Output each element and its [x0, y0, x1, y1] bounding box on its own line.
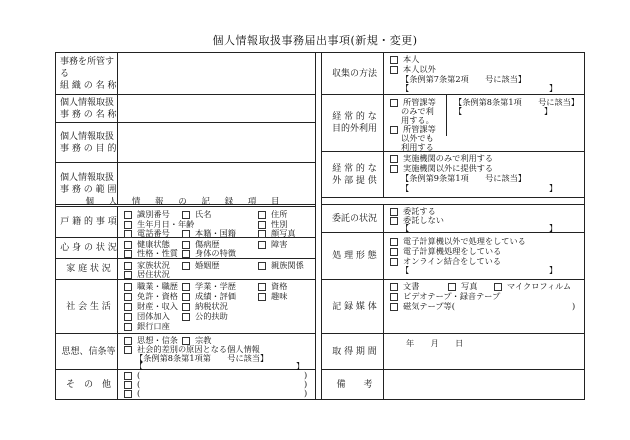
belief-clause: 【条例第8条第1項第 号に該当】 — [135, 353, 269, 363]
period-field[interactable]: 年 月 日 — [406, 338, 464, 348]
social-chk-3[interactable] — [124, 293, 132, 301]
social-chk-7[interactable] — [182, 303, 190, 311]
social-chk-1[interactable] — [182, 283, 190, 291]
process-chk-2[interactable] — [390, 258, 398, 266]
family-label: 戸 籍 的 事 項 — [56, 207, 118, 237]
home-row — [56, 259, 315, 280]
external-row — [322, 152, 585, 198]
process-items: 電子計算機以外で処理をしている 電子計算機処理をしている オンライン結合をしている 【 】 — [384, 233, 585, 279]
consign-items: 委託する 委託しない 【 】 — [384, 205, 585, 232]
social-chk-10[interactable] — [124, 323, 132, 331]
home-label: 家 庭 状 況 — [56, 259, 118, 279]
belief-label: 思想、信条等 — [56, 334, 118, 369]
mind-row — [56, 238, 315, 259]
home-chk-2[interactable] — [258, 262, 266, 270]
consign-bracket-open[interactable]: 【 — [401, 223, 410, 233]
remarks-field[interactable] — [384, 370, 585, 399]
mind-items: 健康状態 傷病歴 障害 性格・性質 身体の特徴 — [118, 238, 315, 258]
belief-bracket-open[interactable]: 【 — [135, 361, 144, 371]
scope-label: 個人情報取扱 事 務 の 範 囲 — [56, 163, 118, 204]
external-items: 実施機関のみで利用する 実施機関以外に提供する 【条例第9条第1項 号に該当】 【 】 — [384, 152, 585, 197]
social-chk-8[interactable] — [124, 313, 132, 321]
consign-chk-1[interactable] — [390, 217, 398, 225]
office-row — [56, 53, 315, 95]
social-chk-4[interactable] — [182, 293, 190, 301]
family-chk-7[interactable] — [258, 230, 266, 238]
collect-chk-1[interactable] — [390, 66, 398, 74]
family-row — [56, 207, 315, 238]
media-label: 記 録 媒 体 — [322, 280, 384, 333]
belief-chk-2[interactable] — [124, 346, 132, 354]
purpose-out-items: 所管課等 のみで利 用する。 所管課等 以外でも 利用する 【条例第8条第1項 号に該当】 【 】 — [384, 95, 585, 151]
home-items: 家族状況 婚姻歴 親族関係 居住状況 — [118, 259, 315, 279]
belief-bracket-close: 】 — [296, 361, 305, 371]
purpose-out-bracket-open[interactable]: 【 — [454, 106, 463, 116]
purpose-out-label: 経 常 的 な 目的外利用 — [322, 95, 384, 151]
family-chk-2[interactable] — [258, 211, 266, 219]
media-chk-3[interactable] — [390, 293, 398, 301]
social-chk-5[interactable] — [258, 293, 266, 301]
other-label: そ の 他 — [56, 370, 118, 399]
office-field[interactable] — [118, 53, 315, 94]
social-chk-2[interactable] — [258, 283, 266, 291]
other-items: ( ) ( ) ( ) — [118, 370, 315, 399]
family-chk-6[interactable] — [182, 230, 190, 238]
mind-label: 心 身 の 状 況 — [56, 238, 118, 258]
process-bracket-open[interactable]: 【 — [401, 265, 410, 275]
process-chk-1[interactable] — [390, 248, 398, 256]
social-row — [56, 280, 315, 334]
media-chk-4[interactable] — [390, 303, 398, 311]
home-chk-3[interactable] — [124, 271, 132, 279]
record-header: 個 人 情 報 の 記 録 項 目 — [56, 197, 315, 207]
process-row — [322, 233, 585, 280]
purpose-row — [56, 123, 315, 163]
mind-chk-4[interactable] — [182, 250, 190, 258]
remarks-label: 備 考 — [322, 370, 384, 399]
mind-chk-3[interactable] — [124, 250, 132, 258]
social-items: 職業・職歴 学業・学歴 資格 免許・資格 成績・評価 趣味 財産・収入 納税状況 団体加入 公的扶助 銀行口座 — [118, 280, 315, 333]
affair-name-label: 個人情報取扱 事 務 の 名 称 — [56, 95, 118, 122]
purpose-out-chk-0[interactable] — [390, 99, 398, 107]
social-label: 社 会 生 活 — [56, 280, 118, 333]
home-chk-1[interactable] — [182, 262, 190, 270]
collect-label: 収集の方法 — [322, 53, 384, 94]
consign-label: 委託の状況 — [322, 205, 384, 232]
office-label: 事務を所管する 組 織 の 名 称 — [56, 53, 118, 94]
family-chk-1[interactable] — [182, 211, 190, 219]
purpose-label: 個人情報取扱 事 務 の 目 的 — [56, 123, 118, 162]
mind-chk-2[interactable] — [258, 241, 266, 249]
social-chk-9[interactable] — [182, 313, 190, 321]
purpose-out-chk-1[interactable] — [390, 126, 398, 134]
collect-row — [322, 53, 585, 95]
belief-row — [56, 334, 315, 370]
collect-chk-0[interactable] — [390, 56, 398, 64]
process-chk-0[interactable] — [390, 238, 398, 246]
media-chk-1[interactable] — [448, 283, 456, 291]
process-label: 処 理 形 態 — [322, 233, 384, 279]
external-chk-0[interactable] — [390, 155, 398, 163]
affair-name-row — [56, 95, 315, 123]
collect-bracket-open[interactable]: 【 — [401, 83, 410, 93]
period-row — [322, 334, 585, 370]
social-chk-6[interactable] — [124, 303, 132, 311]
belief-items: 思想・信条 宗教 社会的差別の原因となる個人情報 【条例第8条第1項第 号に該当】 【 】 — [118, 334, 315, 369]
form-grid — [55, 52, 585, 400]
other-row — [56, 370, 315, 399]
family-chk-5[interactable] — [124, 230, 132, 238]
family-items: 識別番号 氏名 住所 生年月日・年齢 性別 電話番号 本籍・国籍 顔写真 — [118, 207, 315, 237]
social-chk-0[interactable] — [124, 283, 132, 291]
media-items: 文書 写真 マイクロフィルム ビデオテープ・録音テープ 磁気テープ等( ) — [384, 280, 585, 333]
media-chk-2[interactable] — [494, 283, 502, 291]
left-column — [56, 53, 316, 399]
media-row — [322, 280, 585, 334]
external-bracket-open[interactable]: 【 — [401, 183, 410, 193]
form-title: 個人情報取扱事務届出事項(新規・変更) — [212, 34, 418, 47]
external-chk-1[interactable] — [390, 165, 398, 173]
consign-row — [322, 204, 585, 233]
external-label: 経 常 的 な 外 部 提 供 — [322, 152, 384, 197]
affair-name-field[interactable] — [118, 95, 315, 122]
media-chk-0[interactable] — [390, 283, 398, 291]
remarks-row — [322, 370, 585, 399]
purpose-out-row — [322, 95, 585, 152]
purpose-field[interactable] — [118, 123, 315, 162]
other-chk-2[interactable] — [124, 390, 132, 398]
period-label: 取 得 期 間 — [322, 334, 384, 369]
right-column — [321, 53, 585, 399]
collect-items: 本人 本人以外 【条例第7条第2項 号に該当】 【 】 — [384, 53, 585, 94]
family-chk-0[interactable] — [124, 211, 132, 219]
